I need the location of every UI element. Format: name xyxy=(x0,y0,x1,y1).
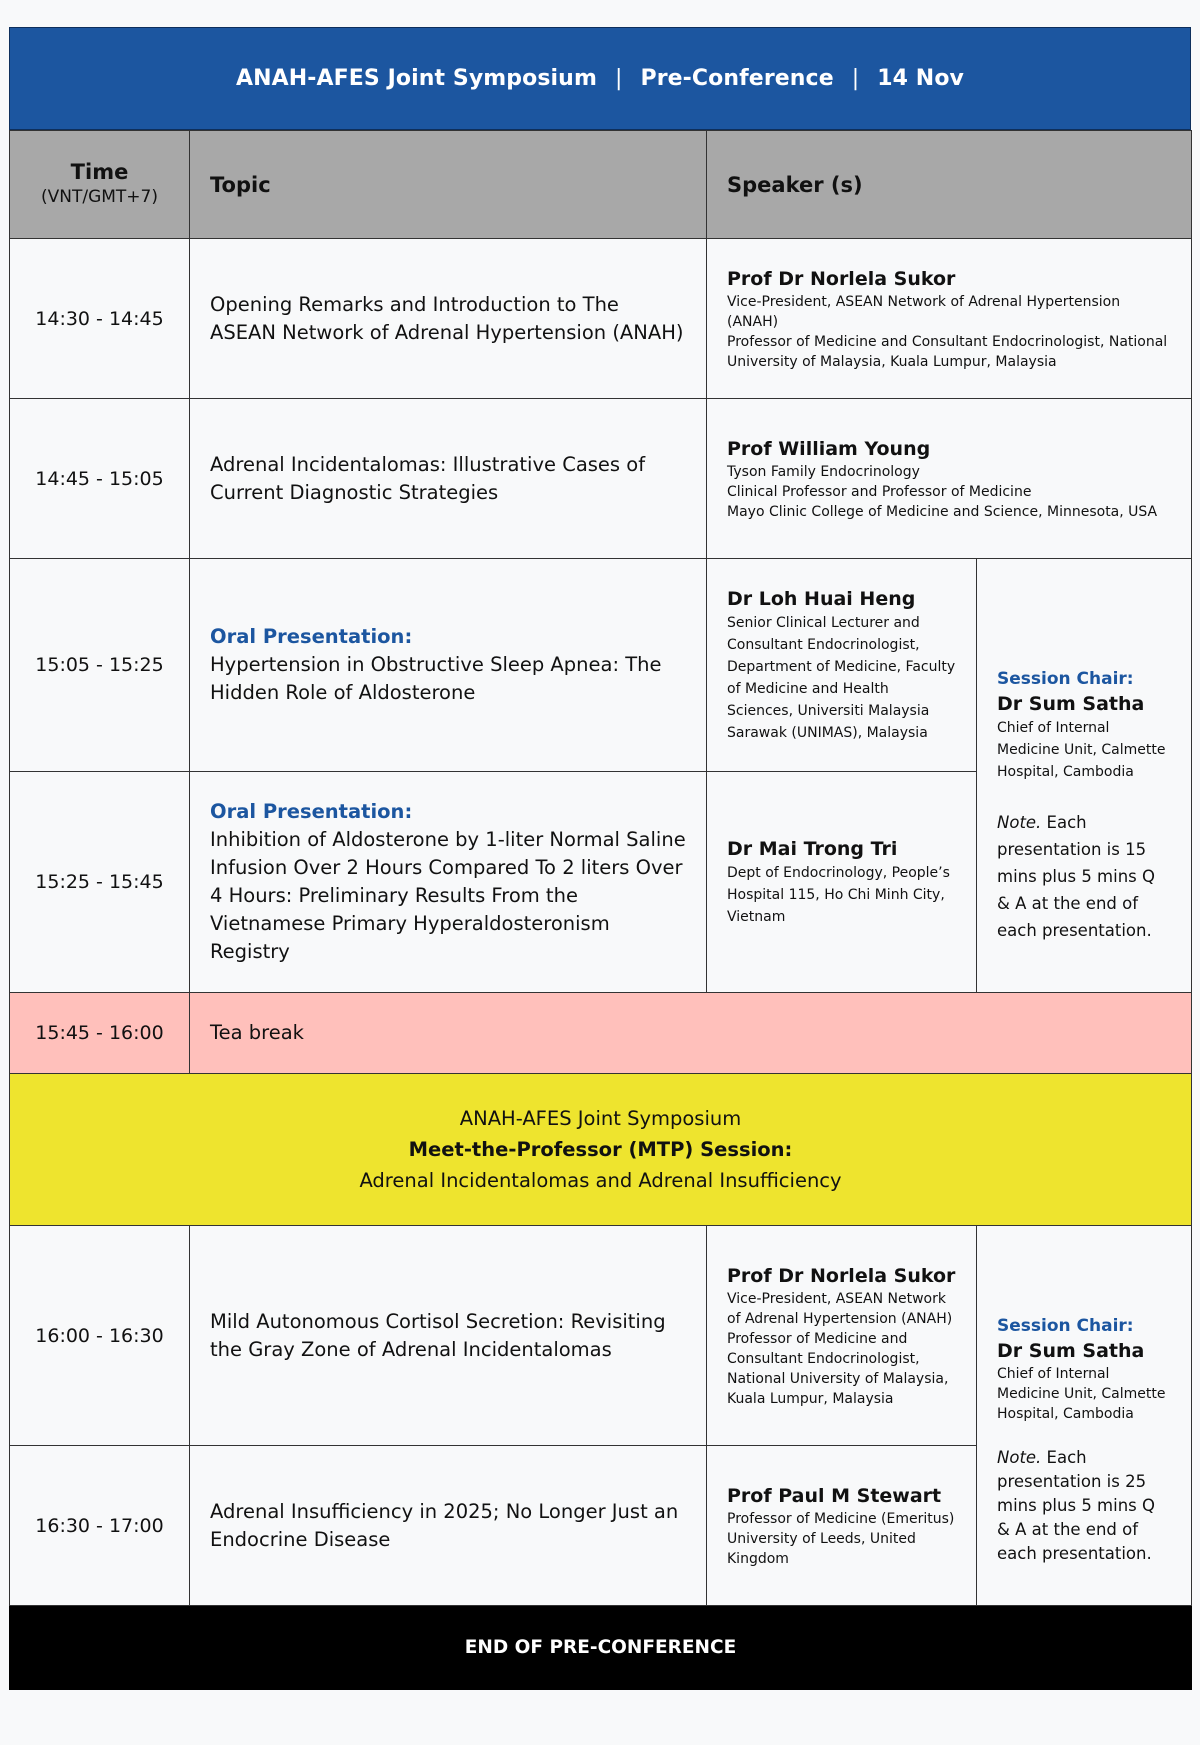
header-title: ANAH-AFES Joint Symposium xyxy=(236,66,597,91)
topic-title: Adrenal Insufficiency in 2025; No Longer Just an Endocrine Disease xyxy=(190,1446,707,1606)
column-header-row xyxy=(10,131,1192,239)
speaker-name: Prof Dr Norlela Sukor xyxy=(727,267,956,290)
mtp-session-banner xyxy=(10,1074,1192,1226)
timezone-label: (VNT/GMT+7) xyxy=(40,186,158,207)
speaker-cell xyxy=(707,239,1192,399)
speaker-cell xyxy=(707,399,1192,559)
speaker-cell xyxy=(707,1446,977,1606)
session-chair-label: Session Chair: xyxy=(997,669,1134,689)
session-note xyxy=(997,809,1171,944)
speaker-detail: University of Leeds, United Kingdom xyxy=(727,1530,916,1567)
mtp-session-topic: Adrenal Incidentalomas and Adrenal Insufficiency xyxy=(359,1169,842,1192)
note-label: Note. xyxy=(997,1447,1042,1467)
note-label: Note. xyxy=(997,813,1042,832)
session-chair-details: Chief of Internal Medicine Unit, Calmette Hospital, Cambodia xyxy=(997,720,1166,780)
oral-presentation-label: Oral Presentation: xyxy=(210,800,413,823)
speaker-detail: Professor of Medicine (Emeritus) xyxy=(727,1510,955,1527)
table-row xyxy=(10,559,1192,772)
session-note xyxy=(997,1446,1171,1566)
table-row xyxy=(10,399,1192,559)
time-slot: 15:25 - 15:45 xyxy=(10,772,190,993)
speaker-name: Prof Paul M Stewart xyxy=(727,1484,942,1507)
topic-cell xyxy=(190,559,707,772)
tea-break-label: Tea break xyxy=(190,993,1192,1074)
topic-column-header: Topic xyxy=(190,131,707,239)
topic-title: Hypertension in Obstructive Sleep Apnea: The Hidden Role of Aldosterone xyxy=(210,653,662,704)
time-slot: 16:30 - 17:00 xyxy=(10,1446,190,1606)
speaker-detail: Senior Clinical Lecturer and Consultant Endocrinologist, Department of Medicine, Faculty of Medicine and Health Sciences, Universiti Malaysia Sarawak (UNIMAS), Malaysia xyxy=(727,615,956,741)
speaker-name: Prof William Young xyxy=(727,437,931,460)
time-slot: 15:05 - 15:25 xyxy=(10,559,190,772)
tea-break-time: 15:45 - 16:00 xyxy=(10,993,190,1074)
time-column-header xyxy=(10,131,190,239)
symposium-header xyxy=(9,27,1191,130)
speaker-name: Dr Mai Trong Tri xyxy=(727,838,898,860)
speaker-detail: Tyson Family Endocrinology xyxy=(727,463,920,480)
speaker-name: Prof Dr Norlela Sukor xyxy=(727,1264,956,1287)
mtp-session-title: Meet-the-Professor (MTP) Session: xyxy=(408,1138,793,1161)
end-of-conference-bar xyxy=(10,1606,1192,1690)
session-chair-cell xyxy=(977,559,1192,993)
speaker-cell xyxy=(707,1226,977,1446)
time-slot: 14:30 - 14:45 xyxy=(10,239,190,399)
mtp-session-cell xyxy=(10,1074,1192,1226)
time-slot: 16:00 - 16:30 xyxy=(10,1226,190,1446)
header-date: 14 Nov xyxy=(877,66,964,91)
speaker-detail: Dept of Endocrinology, People’s Hospital 115, Ho Chi Minh City, Vietnam xyxy=(727,865,950,925)
schedule-page xyxy=(9,27,1191,1688)
topic-cell xyxy=(190,772,707,993)
schedule-table xyxy=(9,130,1192,1690)
session-chair-details: Chief of Internal Medicine Unit, Calmette Hospital, Cambodia xyxy=(997,1365,1166,1422)
session-chair-name: Dr Sum Satha xyxy=(997,1339,1145,1362)
speaker-cell xyxy=(707,559,977,772)
speaker-detail: Mayo Clinic College of Medicine and Science, Minnesota, USA xyxy=(727,503,1158,520)
tea-break-row xyxy=(10,993,1192,1074)
header-separator-1: | xyxy=(614,66,623,91)
header-subtitle: Pre-Conference xyxy=(640,66,834,91)
speaker-name: Dr Loh Huai Heng xyxy=(727,588,916,610)
table-row xyxy=(10,1226,1192,1446)
note-text: Each presentation is 15 mins plus 5 mins Q & A at the end of each presentation. xyxy=(997,813,1155,940)
session-chair-name: Dr Sum Satha xyxy=(997,693,1145,715)
session-chair-label: Session Chair: xyxy=(997,1315,1134,1336)
speaker-column-header: Speaker (s) xyxy=(707,131,1192,239)
speaker-detail: Vice-President, ASEAN Network of Adrenal Hypertension (ANAH) xyxy=(727,1290,953,1327)
speaker-detail: Vice-President, ASEAN Network of Adrenal Hypertension (ANAH) xyxy=(727,293,1121,330)
oral-presentation-label: Oral Presentation: xyxy=(210,625,413,648)
note-text: Each presentation is 25 mins plus 5 mins Q & A at the end of each presentation. xyxy=(997,1447,1155,1563)
table-row xyxy=(10,239,1192,399)
speaker-detail: Professor of Medicine and Consultant Endocrinologist, National University of Malaysia, Kuala Lumpur, Malaysia xyxy=(727,1330,949,1407)
session-chair-cell xyxy=(977,1226,1192,1606)
topic-title: Inhibition of Aldosterone by 1-liter Normal Saline Infusion Over 2 Hours Compared To 2 liters Over 4 Hours: Preliminary Results From the Vietnamese Primary Hyperaldosteronism Registry xyxy=(210,828,686,963)
end-of-conference-label: END OF PRE-CONFERENCE xyxy=(10,1606,1192,1690)
mtp-symposium-name: ANAH-AFES Joint Symposium xyxy=(459,1107,742,1130)
speaker-cell xyxy=(707,772,977,993)
topic-title: Mild Autonomous Cortisol Secretion: Revisiting the Gray Zone of Adrenal Incidentalomas xyxy=(190,1226,707,1446)
speaker-detail: Professor of Medicine and Consultant Endocrinologist, National University of Malaysia, Kuala Lumpur, Malaysia xyxy=(727,333,1168,370)
topic-title: Adrenal Incidentalomas: Illustrative Cases of Current Diagnostic Strategies xyxy=(190,399,707,559)
header-separator-2: | xyxy=(851,66,860,91)
time-column-label: Time xyxy=(70,159,129,184)
speaker-detail: Clinical Professor and Professor of Medicine xyxy=(727,483,1032,500)
topic-title: Opening Remarks and Introduction to The ASEAN Network of Adrenal Hypertension (ANAH) xyxy=(190,239,707,399)
time-slot: 14:45 - 15:05 xyxy=(10,399,190,559)
